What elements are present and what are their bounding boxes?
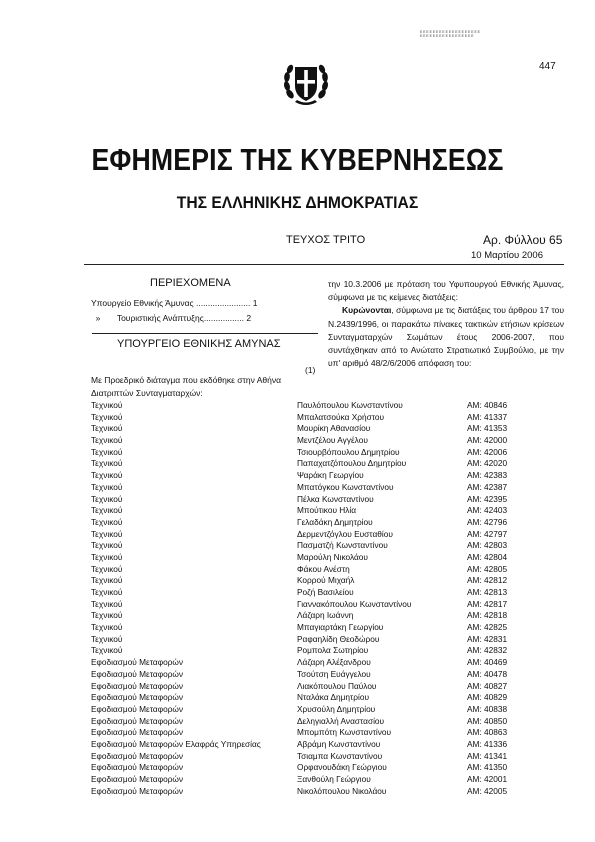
officer-corps: Εφοδιασμού Μεταφορών [91,668,184,679]
officer-row [91,470,565,482]
toc-item-page: 1 [252,298,258,308]
officer-corps: Εφοδιασμού Μεταφορών [91,750,184,761]
officer-service-number: ΑΜ: 41336 [467,738,508,749]
toc-title: ΠΕΡΙΕΧΟΜΕΝΑ [150,277,231,289]
toc-item [91,298,257,308]
officer-row [91,575,565,587]
officer-row [91,622,565,634]
officer-service-number: ΑΜ: 42001 [467,774,508,784]
officer-service-number: ΑΜ: 42383 [467,470,508,481]
officer-name: Μπαλατσούκα Χρήστου [297,411,385,422]
officer-name: Παυλόπουλου Κωνσταντίνου [297,400,403,410]
officer-row [91,529,565,541]
officer-name: Ροζή Βασιλείου [297,587,354,597]
officer-row [91,786,565,798]
officer-name: Μπατόγκου Κωνσταντίνου [297,481,394,492]
ratification-keyword: Κυρώνονται [342,305,392,316]
officer-corps: Τεχνικού [91,505,123,516]
officer-name: Τσούτση Ευάγγελου [297,668,371,679]
officer-row [91,494,565,506]
officer-name: Μπομπότη Κωνσταντίνου [297,727,392,738]
officer-row [91,634,565,646]
officer-name: Τσιουρβόπουλου Δημητρίου [297,446,400,457]
officer-service-number: ΑΜ: 42005 [467,785,508,796]
officer-corps: Τεχνικού [91,516,123,527]
officer-row [91,458,565,470]
officer-service-number: ΑΜ: 42818 [467,610,508,621]
toc-item-marker: » [95,313,101,323]
officers-list [91,400,565,797]
officer-corps: Εφοδιασμού Μεταφορών [91,785,184,796]
decree-number: (1) [305,365,316,375]
decree-intro [91,374,311,400]
officer-corps: Εφοδιασμού Μεταφορών [91,692,184,703]
officer-name: Παπαχατζόπουλου Δημητρίου [297,458,407,469]
officer-service-number: ΑΜ: 42006 [467,446,508,457]
officer-corps: Εφοδιασμού Μεταφορών [91,774,184,784]
officer-corps: Τεχνικού [91,622,123,633]
officer-corps: Τεχνικού [91,551,123,562]
greek-coat-of-arms-emblem [283,58,329,113]
toc-item-label: Υπουργείο Εθνικής Άμυνας [91,298,194,308]
officer-name: Λάζαρη Αλέξανδρου [297,657,371,668]
officer-row [91,774,565,786]
officer-service-number: ΑΜ: 42831 [467,633,508,644]
officer-row [91,762,565,774]
officer-corps: Τεχνικού [91,633,123,644]
officer-service-number: ΑΜ: 40846 [467,400,508,410]
toc-item-dots: ....................... [193,298,251,308]
officer-service-number: ΑΜ: 42817 [467,598,508,609]
header-divider [84,264,564,265]
officer-row [91,716,565,728]
officer-row [91,423,565,435]
officer-service-number: ΑΜ: 42804 [467,551,508,562]
officer-corps: Τεχνικού [91,470,123,481]
officer-corps: Τεχνικού [91,528,123,539]
officer-corps: Εφοδιασμού Μεταφορών Ελαφράς Υπηρεσίας [91,738,261,749]
toc-item-dots: ................. [203,313,244,323]
officer-name: Μπαγιαρτάκη Γεωργίου [297,622,384,633]
officer-name: Πασματζή Κωνσταντίνου [297,540,388,551]
ratification-text: , σύμφωνα με τις διατάξεις του άρθρου 17 του Ν.2439/1996, οι παρακάτω πίνακες τακτικών ετήσιων κρίσεων Συνταγματαρχών Σωμάτων έτους 2006-2007, που συντάχθηκαν από το Ανώτατο Στρατιωτικό Συμβούλιο, με την υπ' αριθμό 48/2/6/2006 απόφαση του: [328,305,564,369]
officer-name: Ξανθούλη Γεώργιου [297,774,371,784]
issue-label: ΤΕΥΧΟΣ ΤΡΙΤΟ [286,234,366,246]
officer-service-number: ΑΜ: 42796 [467,516,508,527]
officer-service-number: ΑΜ: 40863 [467,727,508,738]
officer-corps: Τεχνικού [91,563,123,574]
officer-service-number: ΑΜ: 40829 [467,692,508,703]
decree-text-continued: Διατριπτών Συνταγματαρχών: [91,387,203,398]
gazette-subtitle: ΤΗΣ ΕΛΛΗΝΙΚΗΣ ΔΗΜΟΚΡΑΤΙΑΣ [176,193,419,212]
officer-name: Μουρίκη Αθανασίου [297,423,371,434]
officer-service-number: ΑΜ: 41337 [467,411,508,422]
continuation-paragraph: την 10.3.2006 με πρόταση του Υφυπουργού Εθνικής Άμυνας, σύμφωνα με τις κείμενες διατάξεις: [328,279,564,303]
officer-name: Φάκου Ανέστη [297,563,350,574]
officer-corps: Τεχνικού [91,598,123,609]
decree-text: Με Προεδρικό διάταγμα που εκδόθηκε στην Αθήνα [91,375,282,385]
officer-service-number: ΑΜ: 42805 [467,563,508,574]
officer-service-number: ΑΜ: 42403 [467,505,508,516]
sheet-label: Αρ. Φύλλου [483,233,546,247]
officer-row [91,692,565,704]
officer-service-number: ΑΜ: 42813 [467,587,508,597]
officer-row [91,704,565,716]
officer-name: Μαρούλη Νικολάου [297,551,368,562]
officer-corps: Εφοδιασμού Μεταφορών [91,762,184,773]
officer-corps: Τεχνικού [91,493,123,504]
officer-row [91,540,565,552]
officer-row [91,669,565,681]
officer-service-number: ΑΜ: 40469 [467,657,508,668]
officer-name: Δεληγιαλλή Αναστασίου [297,715,385,726]
section-divider [92,333,318,334]
officer-row [91,739,565,751]
officer-row [91,552,565,564]
officer-corps: Εφοδιασμού Μεταφορών [91,657,184,668]
toc-item-page: 2 [246,313,252,323]
gazette-title: ΕΦΗΜΕΡΙΣ ΤΗΣ ΚΥΒΕΡΝΗΣΕΩΣ [91,142,504,177]
officer-name: Γελαδάκη Δημητρίου [297,516,373,527]
officer-name: Λιακόπουλου Παύλου [297,680,377,691]
officer-corps: Εφοδιασμού Μεταφορών [91,703,184,714]
decree-continuation [328,278,564,370]
officer-name: Δερμεντζόγλου Ευσταθίου [297,528,393,539]
officer-corps: Τεχνικού [91,587,123,597]
officer-name: Νταλάκα Δημητρίου [297,692,370,703]
officer-row [91,751,565,763]
officer-corps: Τεχνικού [91,575,123,586]
officer-service-number: ΑΜ: 41353 [467,423,508,434]
officer-name: Γιαννακόπουλου Κωνσταντίνου [297,598,412,609]
officer-service-number: ΑΜ: 42000 [467,435,508,446]
officer-name: Λάζαρη Ιωάννη [297,610,354,621]
officer-corps: Εφοδιασμού Μεταφορών [91,727,184,738]
officer-corps: Τεχνικού [91,400,123,410]
officer-name: Νικολόπουλου Νικολάου [297,785,387,796]
officer-corps: Τεχνικού [91,458,123,469]
officer-service-number: ΑΜ: 41350 [467,762,508,773]
officer-name: Ψαράκη Γεωργίου [297,470,364,481]
officer-row [91,610,565,622]
ministry-heading: ΥΠΟΥΡΓΕΙΟ ΕΘΝΙΚΗΣ ΑΜΥΝΑΣ [117,338,281,350]
officer-corps: Τεχνικού [91,610,123,621]
officer-row [91,564,565,576]
officer-corps: Τεχνικού [91,435,123,446]
officer-service-number: ΑΜ: 42387 [467,481,508,492]
officer-service-number: ΑΜ: 42395 [467,493,508,504]
issue-date: 10 Μαρτίου 2006 [471,250,543,261]
officer-corps: Τεχνικού [91,645,123,656]
officer-corps: Τεχνικού [91,540,123,551]
officer-row [91,599,565,611]
officer-service-number: ΑΜ: 42803 [467,540,508,551]
toc-item [91,313,251,323]
officer-corps: Τεχνικού [91,411,123,422]
officer-row [91,482,565,494]
sheet-value: 65 [549,233,563,247]
officer-name: Μεντζέλου Αγγέλου [297,435,368,446]
officer-service-number: ΑΜ: 41341 [467,750,508,761]
officer-row [91,645,565,657]
officer-service-number: ΑΜ: 40850 [467,715,508,726]
officer-name: Ρομπολα Σωτηρίου [297,645,369,656]
officer-service-number: ΑΜ: 42797 [467,528,508,539]
publisher-info: Ε Ε Ε Ε Ε Ε Ε Ε Ε Ε Ε Ε Ε Ε Ε Ε Ε Ε Ε Ε Ε Ε Ε Ε Ε Ε Ε Ε Ε Ε Ε Ε Ε Ε Ε Ε [420,30,480,39]
officer-service-number: ΑΜ: 40478 [467,668,508,679]
officer-name: Ραφαηλίδη Θεοδώρου [297,633,380,644]
officer-corps: Εφοδιασμού Μεταφορών [91,680,184,691]
officer-row [91,505,565,517]
ratification-paragraph [328,304,564,370]
officer-name: Χρυσούλη Δημητρίου [297,703,376,714]
officer-corps: Τεχνικού [91,423,123,434]
officer-name: Αβράμη Κωνσταντίνου [297,738,381,749]
officer-corps: Εφοδιασμού Μεταφορών [91,715,184,726]
officer-row [91,400,565,412]
officer-name: Κορρού Μιχαήλ [297,575,355,586]
page-number: 447 [539,61,556,72]
officer-row [91,657,565,669]
officer-name: Πέλκα Κωνσταντίνου [297,493,374,504]
officer-row [91,412,565,424]
wreath-shield-icon [283,58,329,108]
officer-row [91,681,565,693]
officer-row [91,727,565,739]
officer-corps: Τεχνικού [91,446,123,457]
officer-name: Τσιαμπα Κωνσταντίνου [297,750,383,761]
officer-name: Ορφανουδάκη Γεώργιου [297,762,387,773]
officer-row [91,587,565,599]
officer-row [91,435,565,447]
officer-service-number: ΑΜ: 40838 [467,703,508,714]
officer-row [91,447,565,459]
officer-name: Μπούτικου Ηλία [297,505,357,516]
officer-service-number: ΑΜ: 42020 [467,458,508,469]
officer-row [91,517,565,529]
toc-item-label: Τουριστικής Ανάπτυξης [116,313,204,323]
officer-service-number: ΑΜ: 42825 [467,622,508,633]
sheet-number [483,233,562,247]
officer-service-number: ΑΜ: 42812 [467,575,508,586]
officer-service-number: ΑΜ: 42832 [467,645,508,656]
officer-service-number: ΑΜ: 40827 [467,680,508,691]
officer-corps: Τεχνικού [91,481,123,492]
